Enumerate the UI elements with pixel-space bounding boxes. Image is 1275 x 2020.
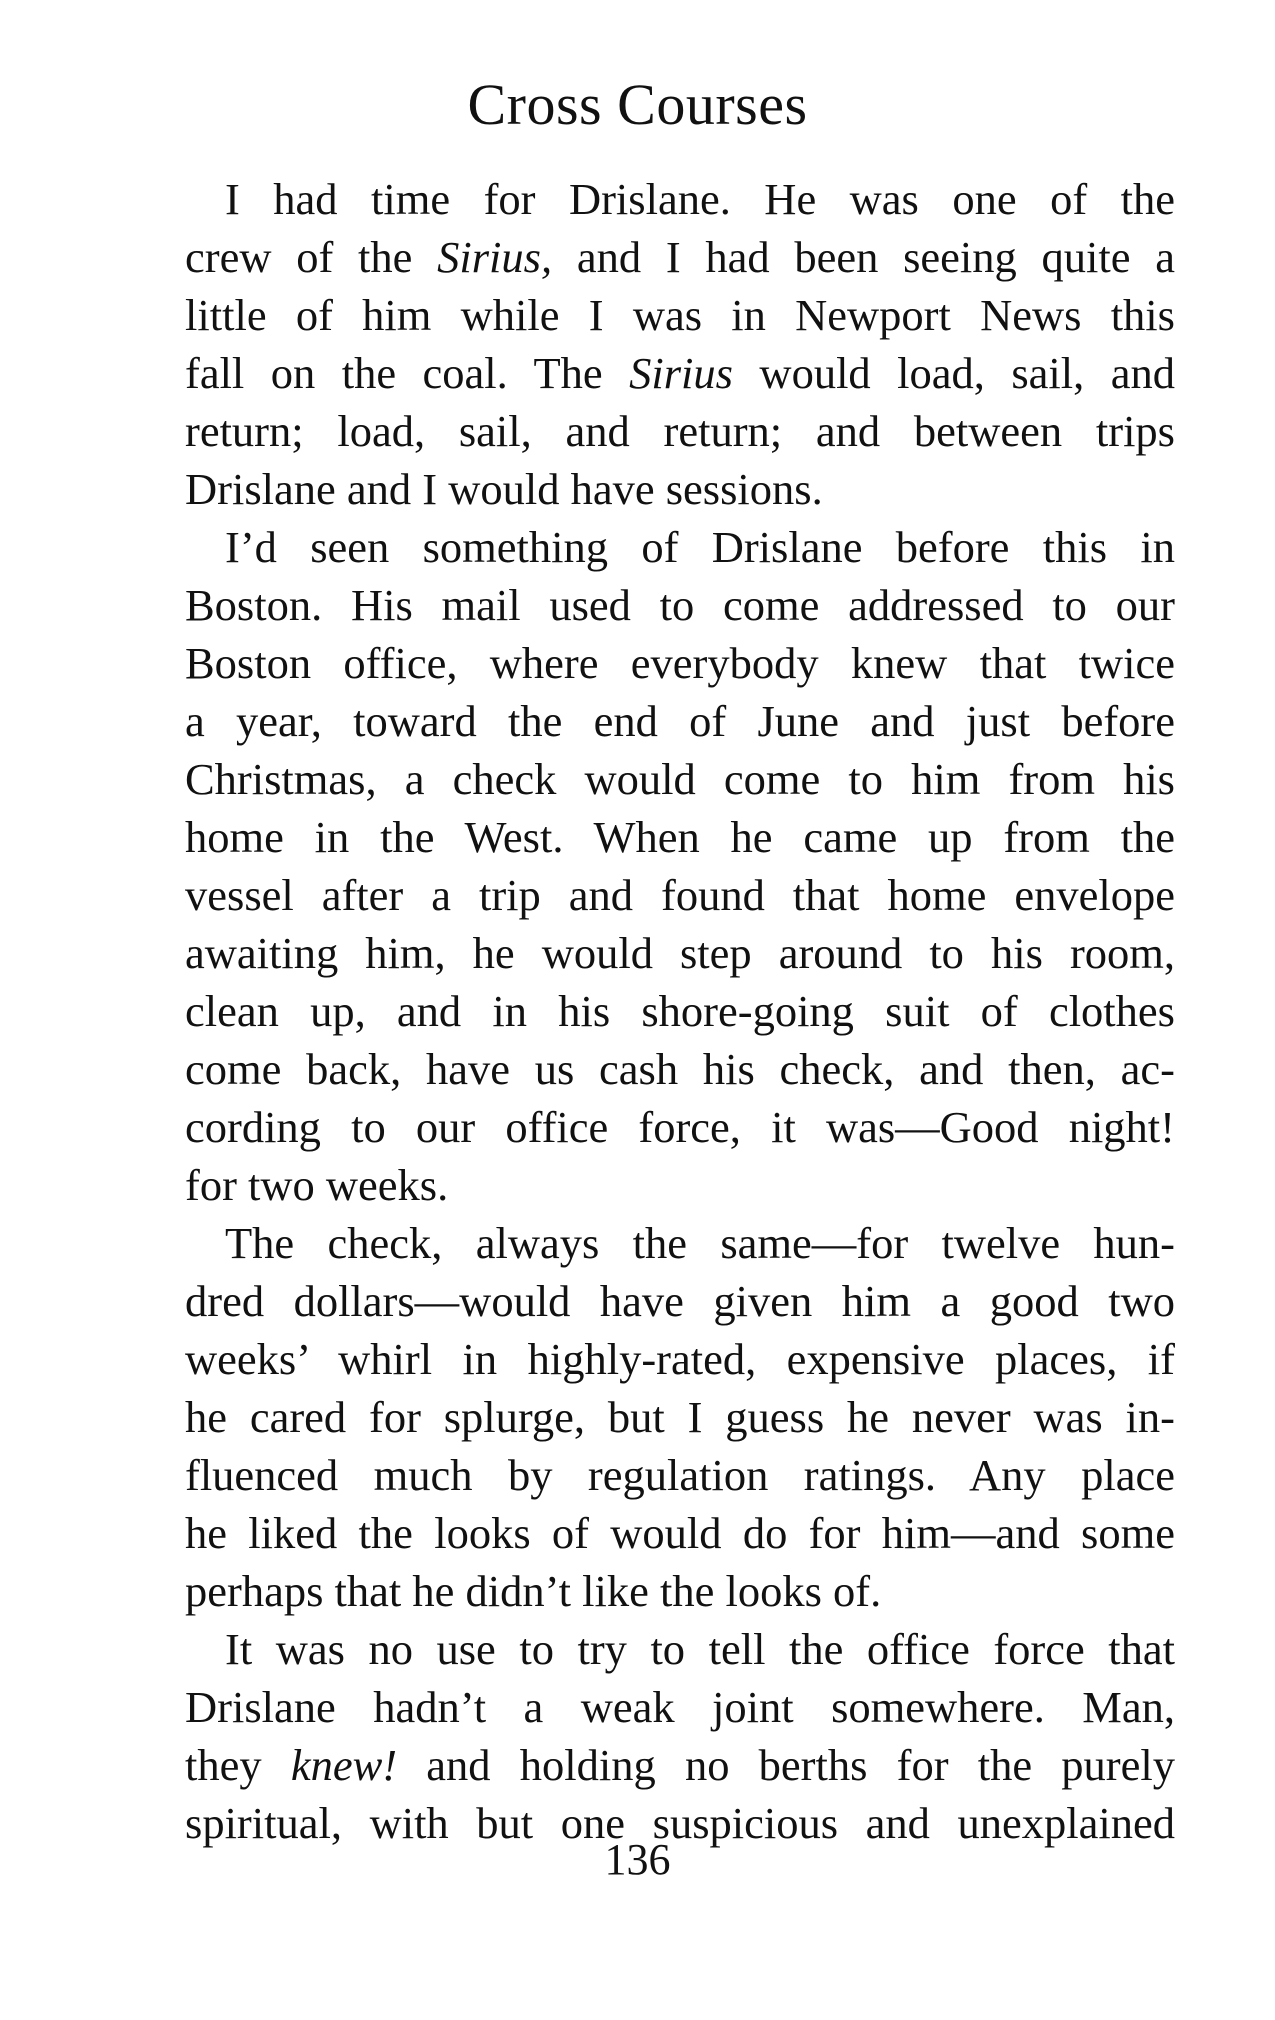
text-line: come back, have us cash his check, and then, ac- bbox=[185, 1044, 1175, 1094]
text-line: weeks’ whirl in highly-rated, expensive places, if bbox=[185, 1334, 1175, 1384]
text-line: he liked the looks of would do for him—and some bbox=[185, 1508, 1175, 1558]
text-line: Drislane hadn’t a weak joint somewhere. Man, bbox=[185, 1682, 1175, 1732]
text-line: cording to our office force, it was—Good night! bbox=[185, 1102, 1175, 1152]
text-line: Boston office, where everybody knew that twice bbox=[185, 638, 1175, 688]
text-line: Drislane and I would have sessions. bbox=[185, 464, 823, 514]
text-line: vessel after a trip and found that home envelope bbox=[185, 870, 1175, 920]
text-line: awaiting him, he would step around to his room, bbox=[185, 928, 1175, 978]
text-line: he cared for splurge, but I guess he never was in- bbox=[185, 1392, 1175, 1442]
text-line: fluenced much by regulation ratings. Any place bbox=[185, 1450, 1175, 1500]
page-number: 136 bbox=[604, 1835, 671, 1884]
text-line: home in the West. When he came up from the bbox=[185, 812, 1175, 862]
text-line: Boston. His mail used to come addressed to our bbox=[185, 580, 1175, 630]
text-line: they knew! and holding no berths for the purely bbox=[185, 1740, 1175, 1790]
italic-text: Sirius, bbox=[437, 232, 553, 282]
text-line: Christmas, a check would come to him from his bbox=[185, 754, 1175, 804]
text-line: dred dollars—would have given him a good two bbox=[185, 1276, 1175, 1326]
italic-text: Sirius bbox=[629, 348, 733, 398]
text-line: a year, toward the end of June and just before bbox=[185, 696, 1175, 746]
text-line: spiritual, with but one suspicious and unexplained bbox=[185, 1798, 1175, 1848]
text-line: little of him while I was in Newport News this bbox=[185, 290, 1175, 340]
text-line: I had time for Drislane. He was one of the bbox=[225, 174, 1175, 224]
text-line: clean up, and in his shore-going suit of clothes bbox=[185, 986, 1175, 1036]
paragraph bbox=[185, 1620, 1175, 1852]
paragraph bbox=[185, 518, 1175, 1214]
body-text bbox=[185, 170, 1175, 1852]
text-line: crew of the Sirius, and I had been seeing quite a bbox=[185, 232, 1175, 282]
text-line: The check, always the same—for twelve hun- bbox=[225, 1218, 1175, 1268]
text-line: return; load, sail, and return; and between trips bbox=[185, 406, 1175, 456]
paragraph bbox=[185, 1214, 1175, 1620]
text-line: It was no use to try to tell the office force that bbox=[225, 1624, 1175, 1674]
paragraph bbox=[185, 170, 1175, 518]
text-line: fall on the coal. The Sirius would load, sail, and bbox=[185, 348, 1175, 398]
text-line: perhaps that he didn’t like the looks of. bbox=[185, 1566, 882, 1616]
text-line: I’d seen something of Drislane before this in bbox=[225, 522, 1175, 572]
text-line: for two weeks. bbox=[185, 1160, 449, 1210]
running-head: Cross Courses bbox=[467, 72, 808, 137]
italic-text: knew! bbox=[290, 1740, 398, 1790]
